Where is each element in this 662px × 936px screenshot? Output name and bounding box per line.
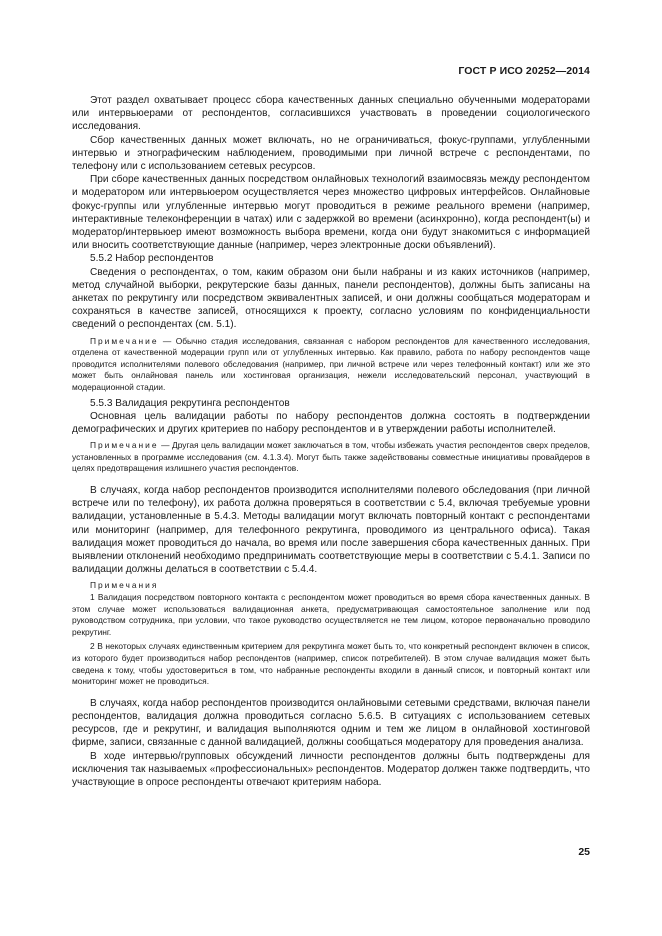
page-content bbox=[72, 94, 590, 789]
paragraph: В ходе интервью/групповых обсуждений личности респондентов должны быть подтверждены для исключения так называемых «профессиональных» респондентов. Модератор должен также подтвердить, что участвующие в опросе респонденты отвечают критериям набора. bbox=[72, 750, 590, 788]
note-label: Примечание bbox=[90, 335, 159, 346]
paragraph: Сбор качественных данных может включать, но не ограничиваться, фокус-группами, углубленными интервью и этнографическим наблюдением, проводимыми при личной встрече с респондентами, по телефону или с использованием сетевых ресурсов. bbox=[72, 134, 590, 173]
note bbox=[72, 336, 590, 394]
page-number: 25 bbox=[578, 846, 590, 858]
paragraph: Этот раздел охватывает процесс сбора качественных данных специально обученными модераторами или интервьюерами от респондентов, согласившихся участвовать в проведении социологического исследования. bbox=[72, 95, 590, 133]
paragraph: При сборе качественных данных посредством онлайновых технологий взаимосвязь между респондентом и модератором или интервьюером осуществляется через множество цифровых интерфейсов. Онлайновые фокус-группы или углубленные интервью могут проводиться в режиме реального времени (например, интерактивные телеконференции в чатах) или с задержкой во времени (асинхронно), когда респондент(ы) и модератор/интервьюер имеют возможность выбора времени, когда они будут знакомиться с информацией или вносить соответствующие данные (например, через электронные доски объявлений). bbox=[72, 174, 590, 252]
note-label: Примечание bbox=[90, 440, 159, 451]
paragraph: Основная цель валидации работы по набору респондентов должна состоять в подтверждении демографических и других критериев по набору респондентов и в утверждении работы исполнителей. bbox=[72, 410, 590, 436]
notes-label: Примечания bbox=[90, 580, 159, 591]
section-heading-5-5-3: 5.5.3 Валидация рекрутинга респондентов bbox=[90, 397, 290, 409]
note-item: 2 В некоторых случаях единственным критерием для рекрутинга может быть то, что конкретный респондент включен в список, из которого будет производиться набор респондентов (например, список потребителей). В этом случае валидация может быть сведена к тому, чтобы удостовериться в том, что набранные респонденты входили в данный список, и повторный контакт или мониторинг может не проводиться. bbox=[72, 641, 590, 687]
standard-header: ГОСТ Р ИСО 20252—2014 bbox=[458, 65, 590, 77]
note-item: 1 Валидация посредством повторного контакта с респондентом может проводиться во время сбора качественных данных. В этом случае может использоваться валидационная анкета, предусматривающая самостоятельное заполнение или под руководством сотрудника, при условии, что такое руководство осуществляется не тем лицом, которое первоначально проводило рекрутинг. bbox=[72, 592, 590, 637]
note bbox=[72, 440, 590, 475]
paragraph: В случаях, когда набор респондентов производится онлайновыми сетевыми средствами, включая панели респондентов, валидация должна проводиться согласно 5.6.5. В ситуациях с использованием сетевых ресурсов, где и рекрутинг, и валидация выполняются одним и тем же лицом в онлайновой хостинговой фирме, записи, связанные с данной валидацией, должны сообщаться модератору для проведения анализа. bbox=[72, 697, 590, 749]
section-heading-5-5-2: 5.5.2 Набор респондентов bbox=[90, 253, 214, 265]
note-text: — Обычно стадия исследования, связанная с набором респондентов для качественного исследования, отделена от качественной модерации групп или от углубленных интервью. Как правило, работа по набору респондентов чаще проводится исполнителями полевого обследования (например, при личной встрече или через телефонный контакт) или же это может быть онлайновая панель или хостинговая организация, нежели исследовательский персонал, участвующий в модерационной стадии. bbox=[72, 335, 590, 393]
paragraph: Сведения о респондентах, о том, каким образом они были набраны и из каких источников (например, метод случайной выборки, рекрутерские базы данных, панели респондентов), должны быть записаны на анкетах по рекрутингу или посредством эквивалентных записей, и они должны сообщаться модераторам и сохраняться в качестве записей, относящихся к проекту, согласно условиям по конфиденциальности сведений о респондентах (см. 5.1). bbox=[72, 266, 590, 331]
paragraph: В случаях, когда набор респондентов производится исполнителями полевого обследования (при личной встрече или по телефону), их работа должна проверяться в соответствии с 5.4, включая требуемые уровни валидации, установленные в 5.4.3. Методы валидации могут включать повторный контакт с респондентами или мониторинг (например, для телефонного рекрутинга, проводимого из центрального офиса). Такая валидация может проводиться до начала, во время или после завершения сбора качественных данных. При выявлении отклонений необходимо предпринимать соответствующие меры в соответствии с 5.4.1. Записи по валидации должны делаться в соответствии с 5.4.4. bbox=[72, 485, 590, 576]
note-text: — Другая цель валидации может заключаться в том, чтобы избежать участия респондентов сверх пределов, установленных в программе исследования (см. 4.1.3.4). Могут быть также задействованы совместные инициативы провайдеров в целях предотвращения излишнего участия респондентов. bbox=[72, 440, 590, 474]
